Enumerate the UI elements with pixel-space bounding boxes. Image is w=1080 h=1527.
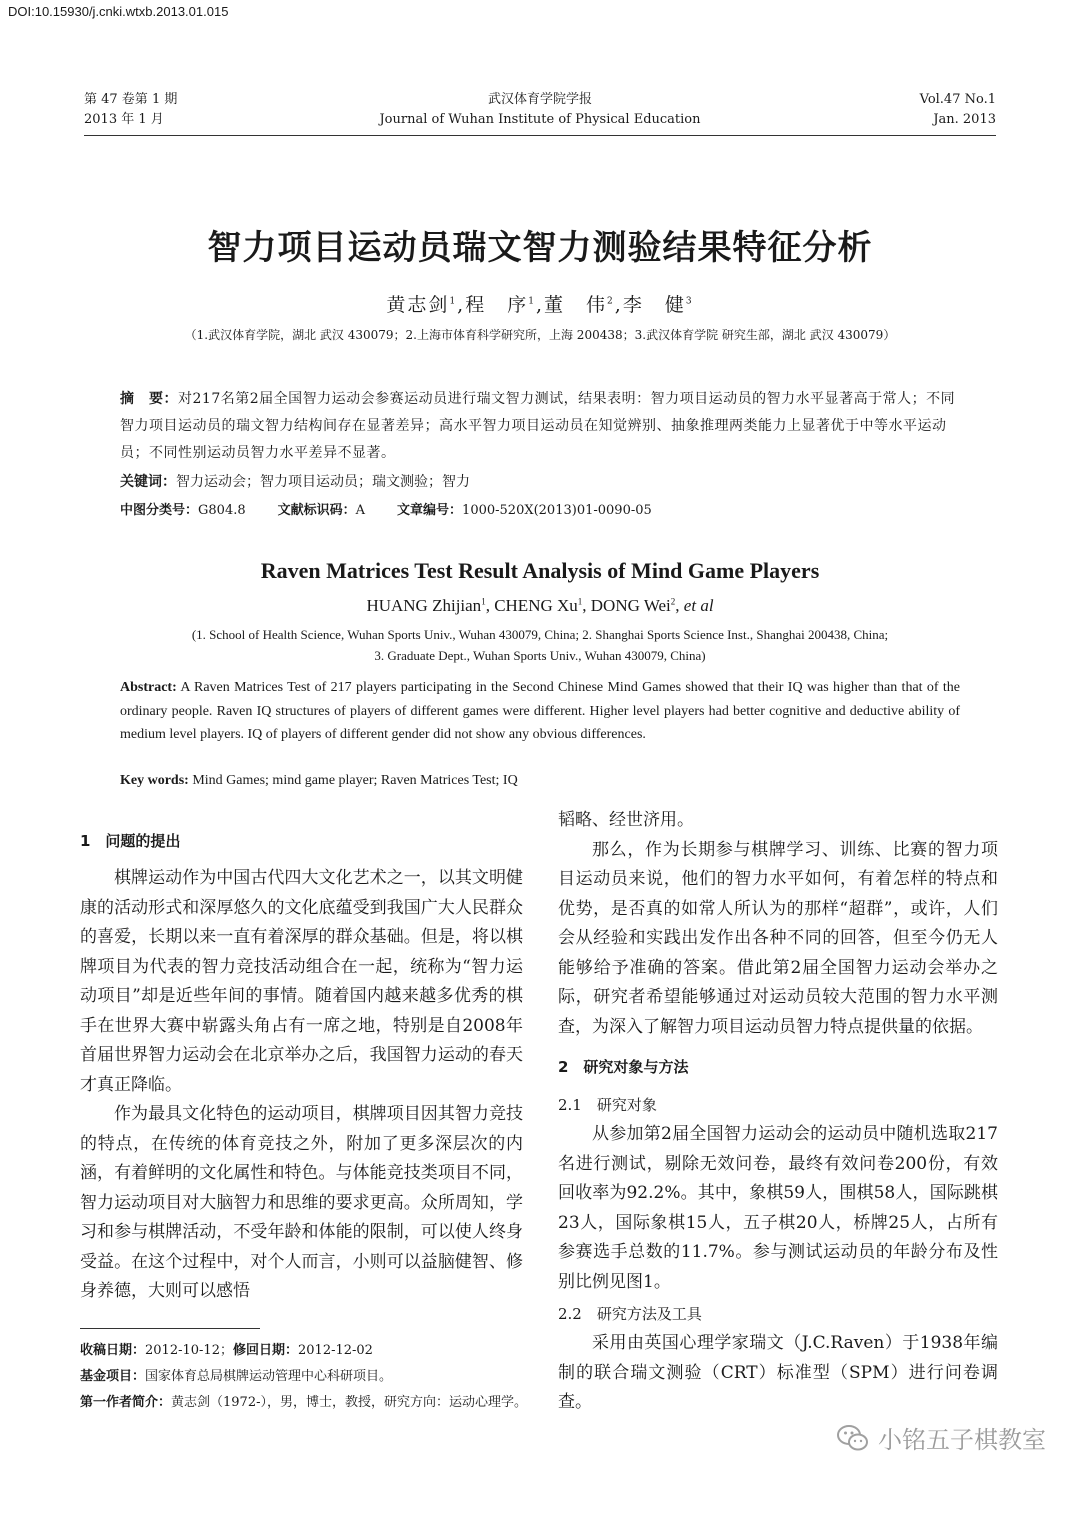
author-sup: 1 xyxy=(481,596,486,607)
abstract-en xyxy=(120,676,960,747)
abstract-cn xyxy=(120,386,960,467)
abstract-text: 对217名第2届全国智力运动会参赛运动员进行瑞文智力测试，结果表明：智力项目运动员的智力水平显著高于常人；不同智力项目运动员的瑞文智力结构间存在显著差异；高水平智力项目运动员在知觉辨别、抽象推理两类能力上显著优于中等水平运动员；不同性别运动员智力水平差异不显著。 xyxy=(120,391,956,461)
footnote-fund xyxy=(80,1364,530,1390)
paper-title-cn: 智力项目运动员瑞文智力测验结果特征分析 xyxy=(207,228,873,268)
issue-volume: 第 47 卷第 1 期 xyxy=(84,92,178,107)
journal-issue xyxy=(84,90,177,130)
issue-volume-en: Vol.47 No.1 xyxy=(919,92,996,107)
author-sup: 1 xyxy=(528,296,536,307)
affiliations-cn: （1.武汉体育学院，湖北 武汉 430079；2.上海市体育科学研究所，上海 200438；3.武汉体育学院 研究生部，湖北 武汉 430079） xyxy=(184,328,896,342)
body-paragraph: 韬略、经世济用。 xyxy=(558,810,694,830)
watermark xyxy=(836,1420,1046,1455)
footnote-author xyxy=(80,1390,530,1416)
body-paragraph: 采用由英国心理学家瑞文（J.C.Raven）于1938年编制的联合瑞文测验（CRT）标准型（SPM）进行问卷调查。 xyxy=(558,1333,998,1412)
received-value: 2012-10-12； xyxy=(145,1343,233,1358)
body-column-right xyxy=(558,806,998,1418)
body-paragraph: 棋牌运动作为中国古代四大文化艺术之一，以其文明健康的活动形式和深厚悠久的文化底蕴受到我国广大人民群众的喜爱，长期以来一直有着深厚的群众基础。但是，将以棋牌项目为代表的智力竞技活动组合在一起，统称为“智力运动项目”却是近些年间的事情。随着国内越来越多优秀的棋手在世界大赛中崭露头角占有一席之地，特别是自2008年首届世界智力运动会在北京举办之后，我国智力运动的春天才真正降临。 xyxy=(80,868,523,1095)
keywords-cn xyxy=(120,469,960,496)
footnote-dates xyxy=(80,1338,530,1364)
author-sup: 1 xyxy=(449,296,458,307)
issue-date-en: Jan. 2013 xyxy=(933,112,996,127)
affiliation-line: 3. Graduate Dept., Wuhan Sports Univ., Wuhan 430079, China) xyxy=(374,648,706,663)
author-name: 程 序 xyxy=(465,294,529,316)
keywords-en xyxy=(120,770,960,792)
abstract-en-label: Abstract: xyxy=(120,680,177,695)
author-sup: 2 xyxy=(670,596,676,607)
fund-value: 国家体育总局棋牌运动管理中心科研项目。 xyxy=(145,1369,393,1384)
revised-label: 修回日期： xyxy=(232,1343,298,1358)
journal-name xyxy=(340,90,740,130)
footnote-divider xyxy=(80,1328,260,1329)
watermark-text: 小铭五子棋教室 xyxy=(878,1426,1046,1454)
author-sup: 3 xyxy=(685,296,694,307)
author-sup: 1 xyxy=(577,596,583,607)
abstract-label: 摘 要： xyxy=(120,391,178,407)
author-name: 李 健 xyxy=(622,294,686,316)
received-label: 收稿日期： xyxy=(80,1343,146,1358)
section-heading: 2 研究对象与方法 xyxy=(558,1058,689,1076)
et-al: et al xyxy=(683,596,714,615)
article-no-label: 文章编号： xyxy=(397,503,463,518)
section-heading: 1 问题的提出 xyxy=(80,832,181,850)
author-name-en: HUANG Zhijian xyxy=(366,596,482,615)
footnotes xyxy=(80,1338,530,1416)
author-name-en: CHENG Xu xyxy=(494,596,578,615)
doc-code-label: 文献标识码： xyxy=(277,503,356,518)
keywords-text: 智力运动会；智力项目运动员；瑞文测验；智力 xyxy=(176,474,470,490)
doc-code-value: A xyxy=(355,503,366,518)
revised-value: 2012-12-02 xyxy=(298,1343,373,1358)
body-paragraph: 那么，作为长期参与棋牌学习、训练、比赛的智力项目运动员来说，他们的智力水平如何，有着怎样的特点和优势，是否真的如常人所认为的那样“超群”，或许，人们会从经验和实践出发作出各种不同的回答，但至今仍无人能够给予准确的答案。借此第2届全国智力运动会举办之际，研究者希望能够通过对运动员较大范围的智力水平测查，为深入了解智力项目运动员智力特点提供量的依据。 xyxy=(558,839,998,1037)
authors-en: HUANG Zhijian$^1$, CHENG Xu$^1$, DONG Wei$^2$, et al xyxy=(366,596,714,615)
clc-value: G804.8 xyxy=(198,503,246,518)
article-no-value: 1000-520X(2013)01-0090-05 xyxy=(462,503,652,518)
classification-row xyxy=(120,500,960,522)
clc-label: 中图分类号： xyxy=(120,503,199,518)
abstract-en-text: A Raven Matrices Test of 217 players participating in the Second Chinese Mind Games showed that their IQ was higher than that of the ordinary people. Raven IQ structures of players of different games were different. Higher level players had better cognitive and deductive ability of medium level players. IQ of players of different gender did not show any obvious differences. xyxy=(120,680,960,742)
issue-date: 2013 年 1 月 xyxy=(84,112,164,127)
author-name-en: DONG Wei xyxy=(590,596,671,615)
author-name: 黄志剑 xyxy=(386,294,450,316)
author-bio-label: 第一作者简介： xyxy=(80,1395,172,1410)
keywords-label: 关键词： xyxy=(120,474,176,490)
wechat-icon xyxy=(836,1423,870,1453)
subsection-heading: 2.2 研究方法及工具 xyxy=(558,1305,702,1323)
body-paragraph: 从参加第2届全国智力运动会的运动员中随机选取217名进行测试，剔除无效问卷，最终有效问卷200份，有效回收率为92.2%。其中，象棋59人，围棋58人，国际跳棋23人，国际象棋15人，五子棋20人，桥牌25人，占所有参赛选手总数的11.7%。参与测试运动员的年龄分布及性别比例见图1。 xyxy=(558,1124,998,1292)
journal-issue-en xyxy=(920,90,996,130)
keywords-en-label: Key words: xyxy=(120,773,189,788)
paper-title-en: Raven Matrices Test Result Analysis of Mind Game Players xyxy=(260,558,820,583)
affiliation-line: (1. School of Health Science, Wuhan Sports Univ., Wuhan 430079, China; 2. Shanghai Sports Science Inst., Shanghai 200438, China; xyxy=(191,627,889,642)
journal-name-cn: 武汉体育学院学报 xyxy=(487,92,592,107)
fund-label: 基金项目： xyxy=(80,1369,146,1384)
journal-name-en: Journal of Wuhan Institute of Physical Education xyxy=(379,112,701,127)
author-bio-value: 黄志剑（1972-），男，博士，教授，研究方向：运动心理学。 xyxy=(171,1395,527,1410)
subsection-heading: 2.1 研究对象 xyxy=(558,1096,657,1114)
affiliations-en xyxy=(90,624,990,666)
doi-line: DOI:10.15930/j.cnki.wtxb.2013.01.015 xyxy=(8,4,229,19)
author-name: 董 伟 xyxy=(544,294,608,316)
authors-cn: 黄志剑$^1$,程 序$^1$,董 伟$^2$,李 健$^3$ xyxy=(386,294,694,316)
header-divider xyxy=(84,135,996,136)
keywords-en-text: Mind Games; mind game player; Raven Matrices Test; IQ xyxy=(188,773,518,788)
body-paragraph: 作为最具文化特色的运动项目，棋牌项目因其智力竞技的特点，在传统的体育竞技之外，附加了更多深层次的内涵，有着鲜明的文化属性和特色。与体能竞技类项目不同，智力运动项目对大脑智力和思维的要求更高。众所周知，学习和参与棋牌活动，不受年龄和体能的限制，可以使人终身受益。在这个过程中，对个人而言，小则可以益脑健智、修身养德，大则可以感悟 xyxy=(80,1104,523,1301)
author-sup: 2 xyxy=(607,296,615,307)
body-column-left xyxy=(80,822,523,1307)
